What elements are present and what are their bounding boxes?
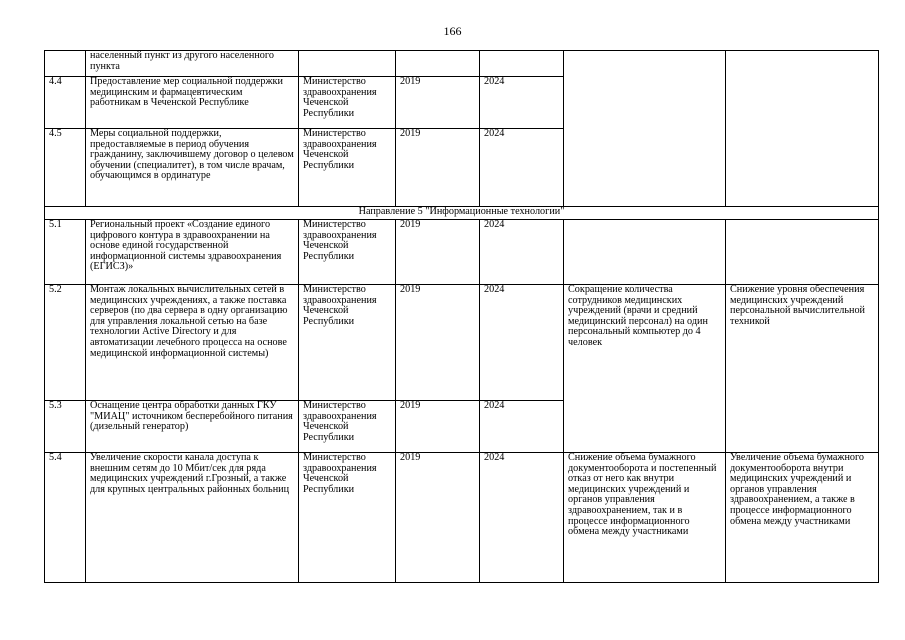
row-number: 5.2 bbox=[45, 285, 86, 401]
measures-table bbox=[44, 50, 879, 583]
start-year: 2019 bbox=[396, 285, 480, 401]
measure-name: населенный пункт из другого населенного пункта bbox=[86, 51, 299, 77]
end-year bbox=[480, 51, 564, 77]
executor: Министерство здравоохранения Чеченской Республики bbox=[299, 285, 396, 401]
end-year: 2024 bbox=[480, 285, 564, 401]
section-header-row bbox=[45, 207, 879, 220]
expected-result bbox=[564, 51, 726, 207]
table-row bbox=[45, 51, 879, 77]
end-year: 2024 bbox=[480, 453, 564, 583]
row-number: 4.5 bbox=[45, 129, 86, 207]
end-year: 2024 bbox=[480, 220, 564, 285]
executor: Министерство здравоохранения Чеченской Республики bbox=[299, 129, 396, 207]
consequence bbox=[726, 220, 879, 285]
row-number: 5.1 bbox=[45, 220, 86, 285]
row-number: 5.4 bbox=[45, 453, 86, 583]
expected-result: Сокращение количества сотрудников медицинских учреждений (врачи и средний медицинский персонал) на один персональный компьютер до 4 человек bbox=[564, 285, 726, 453]
end-year: 2024 bbox=[480, 401, 564, 453]
page-number: 166 bbox=[443, 24, 462, 38]
start-year: 2019 bbox=[396, 129, 480, 207]
end-year: 2024 bbox=[480, 129, 564, 207]
start-year bbox=[396, 51, 480, 77]
start-year: 2019 bbox=[396, 77, 480, 129]
start-year: 2019 bbox=[396, 453, 480, 583]
end-year: 2024 bbox=[480, 77, 564, 129]
measure-name: Оснащение центра обработки данных ГКУ "МИАЦ" источником бесперебойного питания (дизельный генератор) bbox=[86, 401, 299, 453]
consequence: Снижение уровня обеспечения медицинских учреждений персональной вычислительной техникой bbox=[726, 285, 879, 453]
table-row bbox=[45, 453, 879, 583]
measure-name: Региональный проект «Создание единого цифрового контура в здравоохранении на основе единой государственной информационной системы здравоохранения (ЕГИСЗ)» bbox=[86, 220, 299, 285]
measure-name: Предоставление мер социальной поддержки медицинским и фармацевтическим работникам в Чеченской Республике bbox=[86, 77, 299, 129]
row-number: 4.4 bbox=[45, 77, 86, 129]
table-row bbox=[45, 285, 879, 401]
executor bbox=[299, 51, 396, 77]
table-row bbox=[45, 220, 879, 285]
measure-name: Увеличение скорости канала доступа к внешним сетям до 10 Мбит/сек для ряда медицинских учреждений г.Грозный, а также для крупных центральных районных больниц bbox=[86, 453, 299, 583]
row-number bbox=[45, 51, 86, 77]
measure-name: Меры социальной поддержки, предоставляемые в период обучения гражданину, заключившему договор о целевом обучении (специалитет), в том числе врачам, обучающимся в ординатуре bbox=[86, 129, 299, 207]
expected-result: Снижение объема бумажного документооборота и постепенный отказ от него как внутри медицинских учреждений и органов управления здравоохранением, так и в процессе информационного обмена между участниками bbox=[564, 453, 726, 583]
row-number: 5.3 bbox=[45, 401, 86, 453]
consequence bbox=[726, 51, 879, 207]
measure-name: Монтаж локальных вычислительных сетей в медицинских учреждениях, а также поставка серверов (по два сервера в одну организацию для управления локальной сетью на базе технологии Active Directory и для автоматизации лечебного процесса на основе медицинской информационной системы) bbox=[86, 285, 299, 401]
start-year: 2019 bbox=[396, 401, 480, 453]
executor: Министерство здравоохранения Чеченской Республики bbox=[299, 401, 396, 453]
start-year: 2019 bbox=[396, 220, 480, 285]
executor: Министерство здравоохранения Чеченской Республики bbox=[299, 220, 396, 285]
executor: Министерство здравоохранения Чеченской Республики bbox=[299, 453, 396, 583]
expected-result bbox=[564, 220, 726, 285]
section-title: Направление 5 "Информационные технологии" bbox=[45, 207, 879, 220]
consequence: Увеличение объема бумажного документооборота внутри медицинских учреждений и органов управления здравоохранением, а также в процессе информационного обмена между участниками bbox=[726, 453, 879, 583]
executor: Министерство здравоохранения Чеченской Республики bbox=[299, 77, 396, 129]
